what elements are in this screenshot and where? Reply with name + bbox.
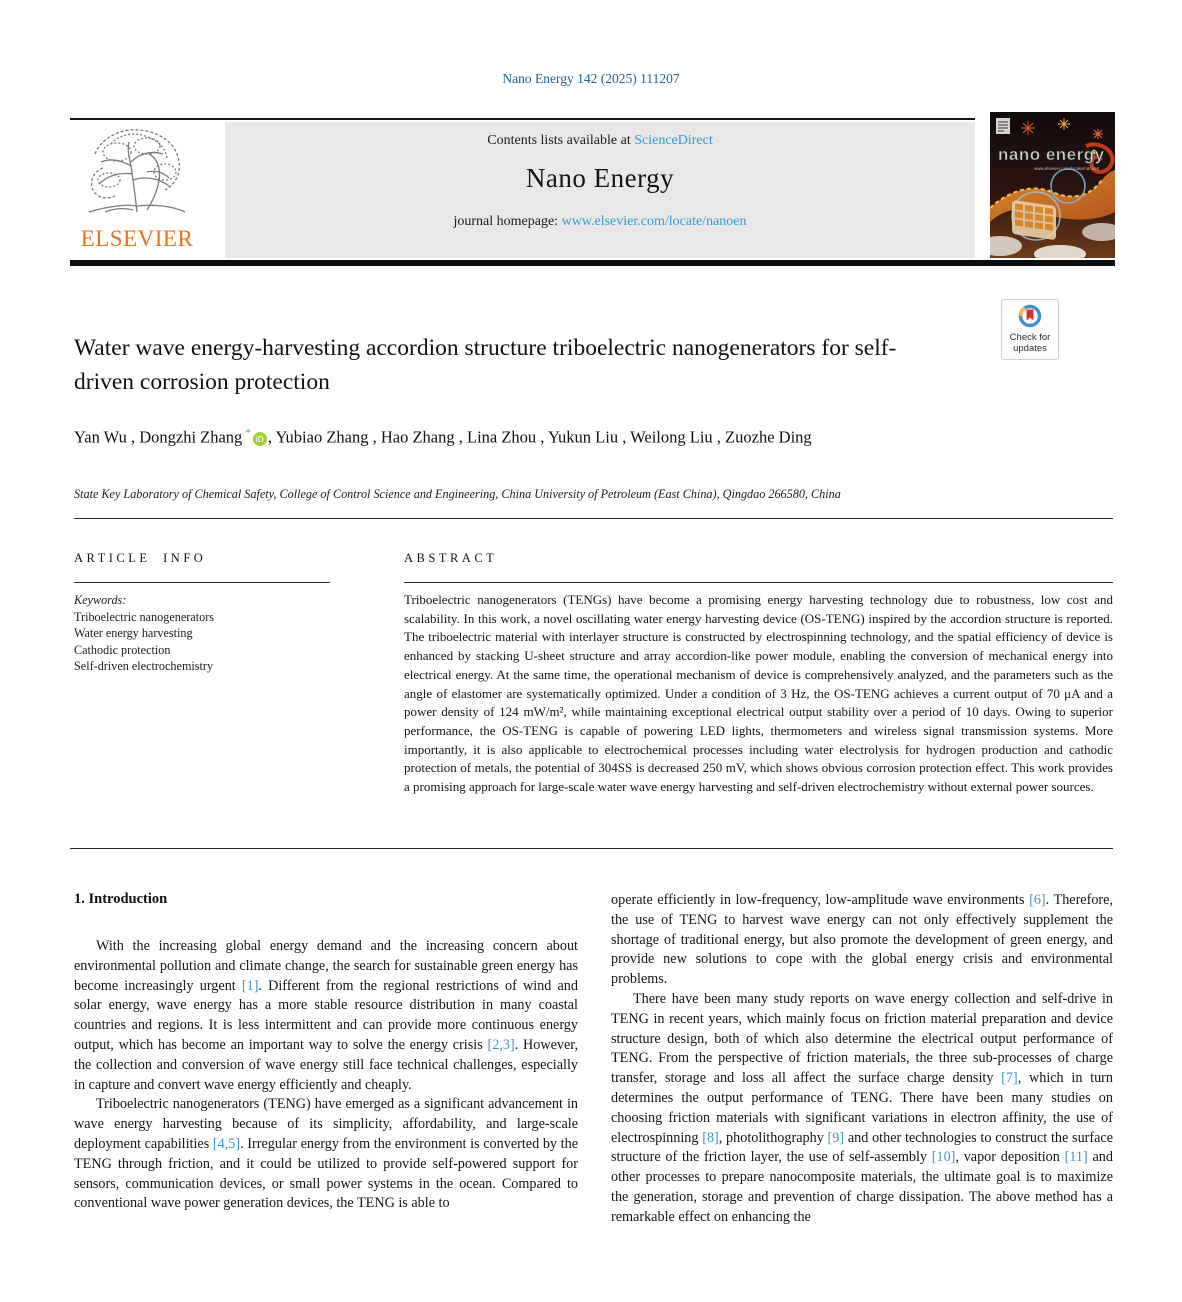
section-divider-rule (70, 848, 1113, 849)
citation-link[interactable]: [11] (1064, 1149, 1088, 1166)
body-column-left (74, 937, 578, 1214)
keywords-label: Keywords: (74, 593, 127, 607)
homepage-prefix: journal homepage: (453, 214, 562, 229)
svg-text:www.elsevier.com/locate/nanoen: www.elsevier.com/locate/nanoen (1034, 166, 1100, 171)
citation-link[interactable]: [8] (702, 1129, 719, 1146)
homepage-line (225, 214, 975, 230)
keyword-item: Self-driven electrochemistry (74, 659, 214, 673)
authors-rest: , Yubiao Zhang , Hao Zhang , Lina Zhou , Yukun Liu , Weilong Liu , Zuozhe Ding (267, 427, 812, 447)
journal-citation: Nano Energy 142 (2025) 111207 (502, 71, 680, 86)
keyword-item: Cathodic protection (74, 642, 171, 657)
citation-link[interactable]: [6] (1029, 892, 1046, 908)
check-for-updates-label: Check for updates (1009, 332, 1051, 354)
orcid-icon[interactable]: iD (253, 432, 267, 446)
body-column-right (611, 891, 1113, 1228)
crossmark-icon (1018, 304, 1042, 328)
keywords-block (74, 592, 374, 675)
body-paragraph: There have been many study reports on wave energy collection and self-drive in TENG in recent years, which mainly focus on friction material preparation and device structure design, both of which also determine the electrical output performance of TENG. From the perspective of friction materials, the three sub-processes of charge transfer, storage and loss all affect the surface charge density [7], which in turn determines the output performance of TENG. There have been many studies on choosing friction materials with significant variations in electron affinity, the use of electrospinning [8], photolithography [9] and other technologies to construct the surface structure of the friction layer, the use of self-assembly [10], vapor deposition [11] and other processes to prepare nanocomposite materials, the ultimate goal is to maximize the generation, storage and prevention of charge dissipation. The above method has a remarkable effect on enhancing the (611, 990, 1114, 1225)
sciencedirect-link[interactable]: ScienceDirect (634, 133, 713, 148)
contents-prefix: Contents lists available at (487, 133, 635, 148)
journal-cover-image (990, 112, 1115, 258)
corresponding-author-asterisk: * (245, 427, 251, 439)
elsevier-logo (72, 124, 202, 258)
introduction-heading: 1. Introduction (74, 891, 168, 907)
body-paragraph: With the increasing global energy demand and the increasing concern about environmental pollution and climate change, the search for sustainable green energy has become increasingly urgent [1]. Different from the regional restrictions of wind and solar energy, wave energy has a more stable resource distribution in many coastal countries and regions. It is less intermittent and can provide more continuous energy output, which has become an important way to solve the energy crisis [2,3]. However, the collection and conversion of wave energy still face technical challenges, especially in capture and convert wave energy efficiently and cheaply. (74, 938, 578, 1093)
svg-text:nano energy: nano energy (998, 145, 1105, 164)
body-paragraph: operate efficiently in low-frequency, low-amplitude wave environments [6]. Therefore, the use of TENG to harvest wave energy can not only effectively supplement the shortage of traditional energy, but also promote the development of green energy, and provide new solutions to cope with the global energy crisis and environmental problems. (611, 892, 1113, 988)
body-paragraph: Triboelectric nanogenerators (TENG) have emerged as a significant advancement in wave energy harvesting because of its simplicity, affordability, and large-scale deployment capabilities [4,5]. Irregular energy from the environment is converted by the TENG through friction, and it could be utilized to provide self-powered support for sensors, communication devices, or small power systems in the ocean. Compared to conventional wave power generation devices, the TENG is able to (74, 1096, 579, 1212)
journal-header-box (225, 122, 975, 258)
authors-line (74, 421, 994, 450)
abstract-rule (404, 582, 1113, 583)
journal-homepage-link[interactable]: www.elsevier.com/locate/nanoen (561, 214, 747, 229)
article-title: Water wave energy-harvesting accordion structure triboelectric nanogenerators for self-driven corrosion protection (74, 335, 897, 395)
check-for-updates-button[interactable] (1001, 299, 1059, 360)
header-bottom-bar (70, 260, 1115, 266)
contents-line (225, 133, 975, 149)
header-top-rule (70, 118, 975, 120)
abstract-heading: ABSTRACT (404, 551, 498, 565)
article-info-heading: ARTICLE INFO (74, 551, 207, 565)
citation-link[interactable]: [2,3] (487, 1036, 515, 1053)
abstract-text: Triboelectric nanogenerators (TENGs) have become a promising energy harvesting technology due to robustness, low cost and scalability. In this work, a novel oscillating water energy harvesting device (OS-TENG) inspired by the accordion structure is reported. The triboelectric material with interlayer structure is constructed by electrospinning technology, and the spatial efficiency of device is enhanced by stacking U-sheet structure and array accordion-like power module, enabling the conversion of mechanical energy into electrical energy. At the same time, the operational mechanism of device is comprehensively analyzed, and the parameters such as the angle of elastomer are systematically optimized. Under a condition of 3 Hz, the OS-TENG achieves a current output of 70 μA and a power density of 124 mW/m², while maintaining exceptional electrical output stability over a period of 10 days. Owing to superior performance, the OS-TENG is capable of powering LED lights, thermometers and wireless signal transmission systems. More importantly, it is also applicable to electrochemical processes including water electrolysis for hydrogen production and cathodic protection of metals, the potential of 304SS is decreased 250 mV, which shows obvious corrosion protection effect. This work provides a promising approach for large-scale water wave energy harvesting and self-driven electrochemistry without external power sources. (404, 592, 1113, 795)
citation-link[interactable]: [1] (241, 977, 259, 994)
citation-link[interactable]: [10] (931, 1149, 956, 1166)
affiliation: State Key Laboratory of Chemical Safety, College of Control Science and Engineering, China University of Petroleum (East China), Qingdao 266580, China (74, 487, 841, 501)
elsevier-wordmark: ELSEVIER (80, 226, 194, 251)
article-info-rule (74, 582, 330, 583)
citation-link[interactable]: [4,5] (212, 1135, 241, 1152)
citation-link[interactable]: [9] (827, 1129, 845, 1146)
keyword-item: Water energy harvesting (74, 626, 193, 640)
journal-title: Nano Energy (525, 163, 675, 193)
divider-rule (74, 518, 1113, 519)
elsevier-tree-icon (81, 124, 193, 228)
keyword-item: Triboelectric nanogenerators (74, 609, 214, 624)
authors-lead: Yan Wu , Dongzhi Zhang (74, 427, 243, 447)
citation-link[interactable]: [7] (1001, 1070, 1018, 1087)
